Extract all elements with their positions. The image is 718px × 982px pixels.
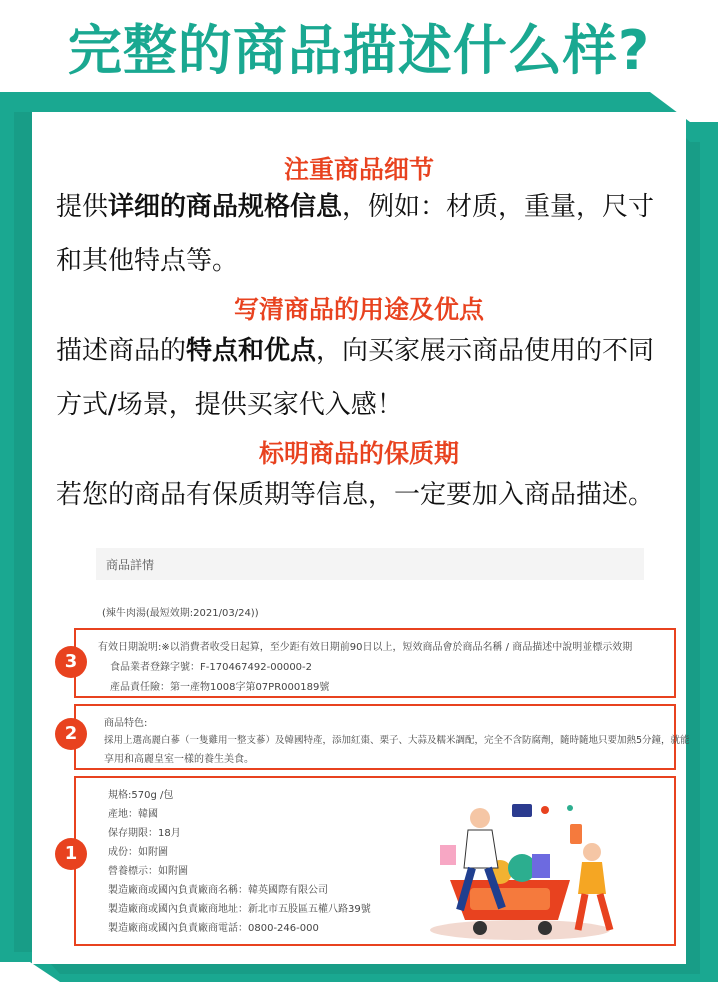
section-heading-uses: 写清商品的用途及优点 — [233, 295, 484, 324]
text-line: 和其他特点等。 — [56, 246, 239, 276]
info-line: 產品責任險：第一產物1008字第07PR000189號 — [110, 682, 330, 693]
shopping-people-illustration — [420, 790, 620, 950]
badge-2: 2 — [55, 718, 87, 750]
detail-subtitle: (辣牛肉湯(最短效期:2021/03/24)) — [102, 608, 259, 619]
info-line: 商品特色: — [104, 718, 148, 729]
detail-header-label: 商品詳情 — [106, 558, 155, 572]
info-line: 成份：如附圖 — [108, 847, 168, 858]
text-line: 若您的商品有保质期等信息，一定要加入商品描述。 — [56, 480, 655, 510]
text-line: 方式/场景，提供买家代入感！ — [56, 390, 403, 420]
text-part: 描述商品的 — [56, 336, 187, 366]
info-line: 採用上選高麗白蔘（一隻雞用一整支蔘）及韓國特產，添加紅棗、栗子、大蒜及糯米調配，完全不含防腐劑，隨時隨地只要加熱5分鐘，就能 — [104, 735, 690, 746]
section-text-details — [56, 180, 676, 288]
bold-text: 特点和优点 — [186, 336, 317, 366]
info-line: 營養標示：如附圖 — [108, 866, 188, 877]
section-text-uses — [56, 324, 676, 432]
section-heading-details: 注重商品细节 — [283, 155, 434, 184]
bold-text: 详细的商品规格信息 — [108, 192, 343, 222]
info-line: 享用和高麗皇室一樣的養生美食。 — [104, 754, 254, 765]
info-line: 保存期限：18月 — [108, 828, 181, 839]
info-line: 製造廠商或國內負責廠商名稱：韓英國際有限公司 — [108, 885, 328, 896]
text-part: ，例如：材质，重量，尺寸 — [342, 192, 655, 222]
info-box-2 — [74, 704, 690, 770]
section-heading-expiry: 标明商品的保质期 — [258, 439, 459, 468]
detail-header — [96, 548, 644, 580]
info-line: 製造廠商或國內負責廠商地址：新北市五股區五權八路39號 — [108, 904, 371, 915]
info-box-3 — [74, 628, 676, 698]
badge-3: 3 — [55, 646, 87, 678]
info-line: 製造廠商或國內負責廠商電話：0800-246-000 — [108, 923, 319, 934]
text-part: 提供 — [56, 192, 109, 222]
page-title: 完整的商品描述什么样? — [67, 19, 651, 82]
info-line: 食品業者登錄字號：F-170467492-00000-2 — [110, 662, 313, 673]
info-line: 有效日期說明:※以消費者收受日起算，至少距有效日期前90日以上，短效商品會於商品名稱 / 商品描述中說明並標示效期 — [98, 642, 633, 653]
badge-1: 1 — [55, 838, 87, 870]
info-line: 產地：韓國 — [108, 809, 158, 820]
section-text-expiry — [56, 468, 676, 522]
info-line: 規格:570g /包 — [108, 790, 174, 801]
text-part: ，向买家展示商品使用的不同 — [316, 336, 655, 366]
